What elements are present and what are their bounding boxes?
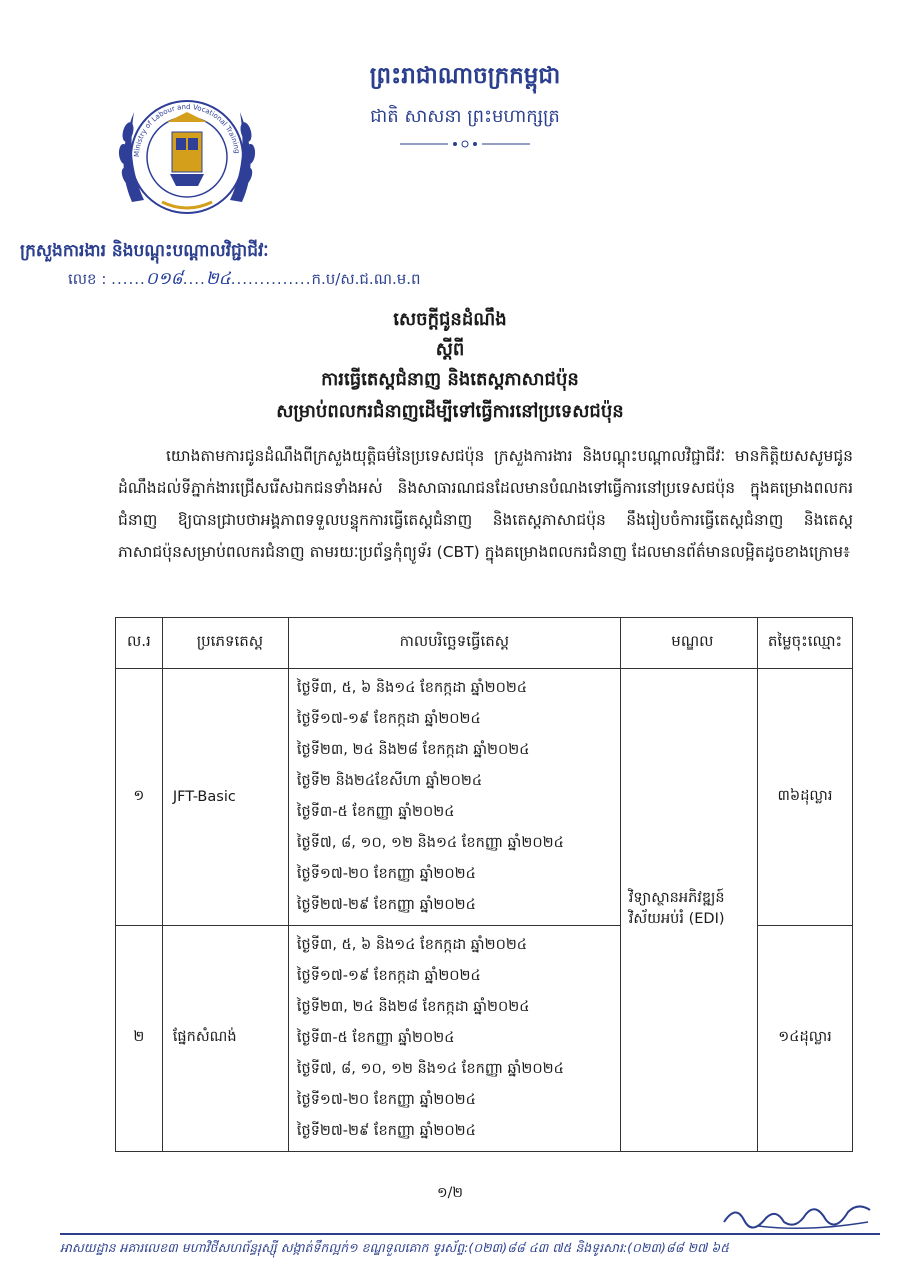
reference-handwritten-number: ០១៨ — [145, 269, 183, 289]
body-paragraph: យោងតាមការជូនដំណឹងពីក្រសួងយុត្តិធម៌នៃប្រទេសជប៉ុន ក្រសួងការងារ និងបណ្តុះបណ្តាលវិជ្ជាជីវៈ មានកិត្តិយសសូមជូនដំណឹងដល់ទីភ្នាក់ងារជ្រើសរើសឯកជនទាំងអស់ និងសាធារណជនដែលមានបំណងទៅធ្វើការនៅប្រទេសជប៉ុន ក្នុងគម្រោងពលករជំនាញ ឱ្យបានជ្រាបថាអង្គភាពទទួលបន្ទុកការធ្វើតេស្តជំនាញ និងតេស្តភាសាជប៉ុន នឹងរៀបចំការធ្វើតេស្តជំនាញ និងតេស្តភាសាជប៉ុនសម្រាប់ពលករជំនាញ តាមរយៈប្រព័ន្ធកុំព្យូទ័រ (CBT) ក្នុងគម្រោងពលករជំនាញ ដែលមានព័ត៌មានលម្អិតដូចខាងក្រោម៖ — [118, 447, 853, 561]
table-row — [116, 669, 853, 926]
date-entry: ថ្ងៃទី១៧-២០ ខែកញ្ញា ឆ្នាំ២០២៤ — [296, 866, 476, 882]
ministry-seal-logo — [112, 82, 262, 232]
reference-suffix: ក.ប/ស.ជ.ណ.ម.ព — [311, 270, 421, 288]
footer-divider — [60, 1233, 880, 1235]
date-entry: ថ្ងៃទី២ និង២៤ខែសីហា ឆ្នាំ២០២៤ — [296, 773, 483, 789]
date-entry: ថ្ងៃទី៧, ៨, ១០, ១២ និង១៤ ខែកញ្ញា ឆ្នាំ២០២៤ — [296, 1061, 564, 1077]
date-entry: ថ្ងៃទី២៧-២៩ ខែកញ្ញា ឆ្នាំ២០២៤ — [296, 897, 476, 913]
row-test-center: វិទ្យាស្ថានអភិវឌ្ឍន៍វិស័យអប់រំ (EDI) — [620, 669, 757, 1152]
table-header-row — [116, 618, 853, 669]
header-test-dates: កាលបរិច្ឆេទធ្វើតេស្ត — [288, 618, 620, 669]
reference-number: លេខ : ......០១៨....២៤..............ក.ប/ស.ជ.ណ.ម.ព — [68, 269, 421, 289]
date-entry: ថ្ងៃទី៣-៥ ខែកញ្ញា ឆ្នាំ២០២៤ — [296, 1030, 455, 1046]
header-test-center: មណ្ឌល — [620, 618, 757, 669]
date-entry: ថ្ងៃទី១៧-១៩ ខែកក្កដា ឆ្នាំ២០២៤ — [296, 968, 481, 984]
ministry-name: ក្រសួងការងារ និងបណ្តុះបណ្តាលវិជ្ជាជីវៈ — [20, 241, 269, 261]
row-test-dates — [288, 669, 620, 926]
row-registration-fee: ៣៦ដុល្លារ — [757, 669, 852, 926]
date-entry: ថ្ងៃទី៣, ៥, ៦ និង១៤ ខែកក្កដា ឆ្នាំ២០២៤ — [296, 680, 528, 696]
row-number: ២ — [116, 926, 163, 1152]
date-entry: ថ្ងៃទី១៧-២០ ខែកញ្ញា ឆ្នាំ២០២៤ — [296, 1092, 476, 1108]
date-entry: ថ្ងៃទី១៧-១៩ ខែកក្កដា ឆ្នាំ២០២៤ — [296, 711, 481, 727]
header-test-type: ប្រភេទតេស្ត — [162, 618, 288, 669]
national-motto: ជាតិ សាសនា ព្រះមហាក្សត្រ — [370, 106, 560, 127]
body-text — [118, 440, 853, 568]
row-test-type: ផ្នែកសំណង់ — [162, 926, 288, 1152]
notice-subject-line-1: ការធ្វើតេស្តជំនាញ និងតេស្តភាសាជប៉ុន — [321, 369, 579, 390]
seal-text: Ministry of Labour and Vocational Training — [132, 102, 241, 158]
page-number: ១/២ — [437, 1185, 463, 1201]
kingdom-title: ព្រះរាជាណាចក្រកម្ពុជា — [369, 63, 561, 89]
test-schedule-table — [115, 617, 853, 1152]
notice-subject-line-2: សម្រាប់ពលករជំនាញដើម្បីទៅធ្វើការនៅប្រទេសជប៉ុន — [276, 401, 624, 422]
reference-handwritten-mark: ២៤ — [205, 269, 231, 289]
date-entry: ថ្ងៃទី៣, ៥, ៦ និង១៤ ខែកក្កដា ឆ្នាំ២០២៤ — [296, 937, 528, 953]
date-entry: ថ្ងៃទី២៧-២៩ ខែកញ្ញា ឆ្នាំ២០២៤ — [296, 1123, 476, 1139]
row-registration-fee: ១៤ដុល្លារ — [757, 926, 852, 1152]
header-number: ល.រ — [116, 618, 163, 669]
date-entry: ថ្ងៃទី៧, ៨, ១០, ១២ និង១៤ ខែកញ្ញា ឆ្នាំ២០២៤ — [296, 835, 564, 851]
header-registration-fee: តម្លៃចុះឈ្មោះ — [757, 618, 852, 669]
row-number: ១ — [116, 669, 163, 926]
notice-title: សេចក្តីជូនដំណឹង — [393, 309, 507, 330]
signature-mark — [718, 1196, 878, 1236]
date-entry: ថ្ងៃទី៣-៥ ខែកញ្ញា ឆ្នាំ២០២៤ — [296, 804, 455, 820]
row-test-dates — [288, 926, 620, 1152]
reference-prefix: លេខ : — [68, 270, 107, 288]
footer-address: អាសយដ្ឋាន អគារលេខ៣ មហាវិថីសហព័ន្ធរុស្ស៊ី សង្កាត់ទឹកល្អក់១ ខណ្ឌទួលគោក ទូរស័ព្ទ:(០២៣)៨៨ ៤៣ ៧៥ និងទូរសារ:(០២៣)៨៨ ២៧ ៦៥ — [60, 1240, 729, 1255]
date-entry: ថ្ងៃទី២៣, ២៤ និង២៨ ខែកក្កដា ឆ្នាំ២០២៤ — [296, 999, 530, 1015]
divider-ornament — [400, 138, 530, 150]
date-entry: ថ្ងៃទី២៣, ២៤ និង២៨ ខែកក្កដា ឆ្នាំ២០២៤ — [296, 742, 530, 758]
row-test-type: JFT-Basic — [162, 669, 288, 926]
notice-subject-label: ស្តីពី — [435, 339, 465, 360]
